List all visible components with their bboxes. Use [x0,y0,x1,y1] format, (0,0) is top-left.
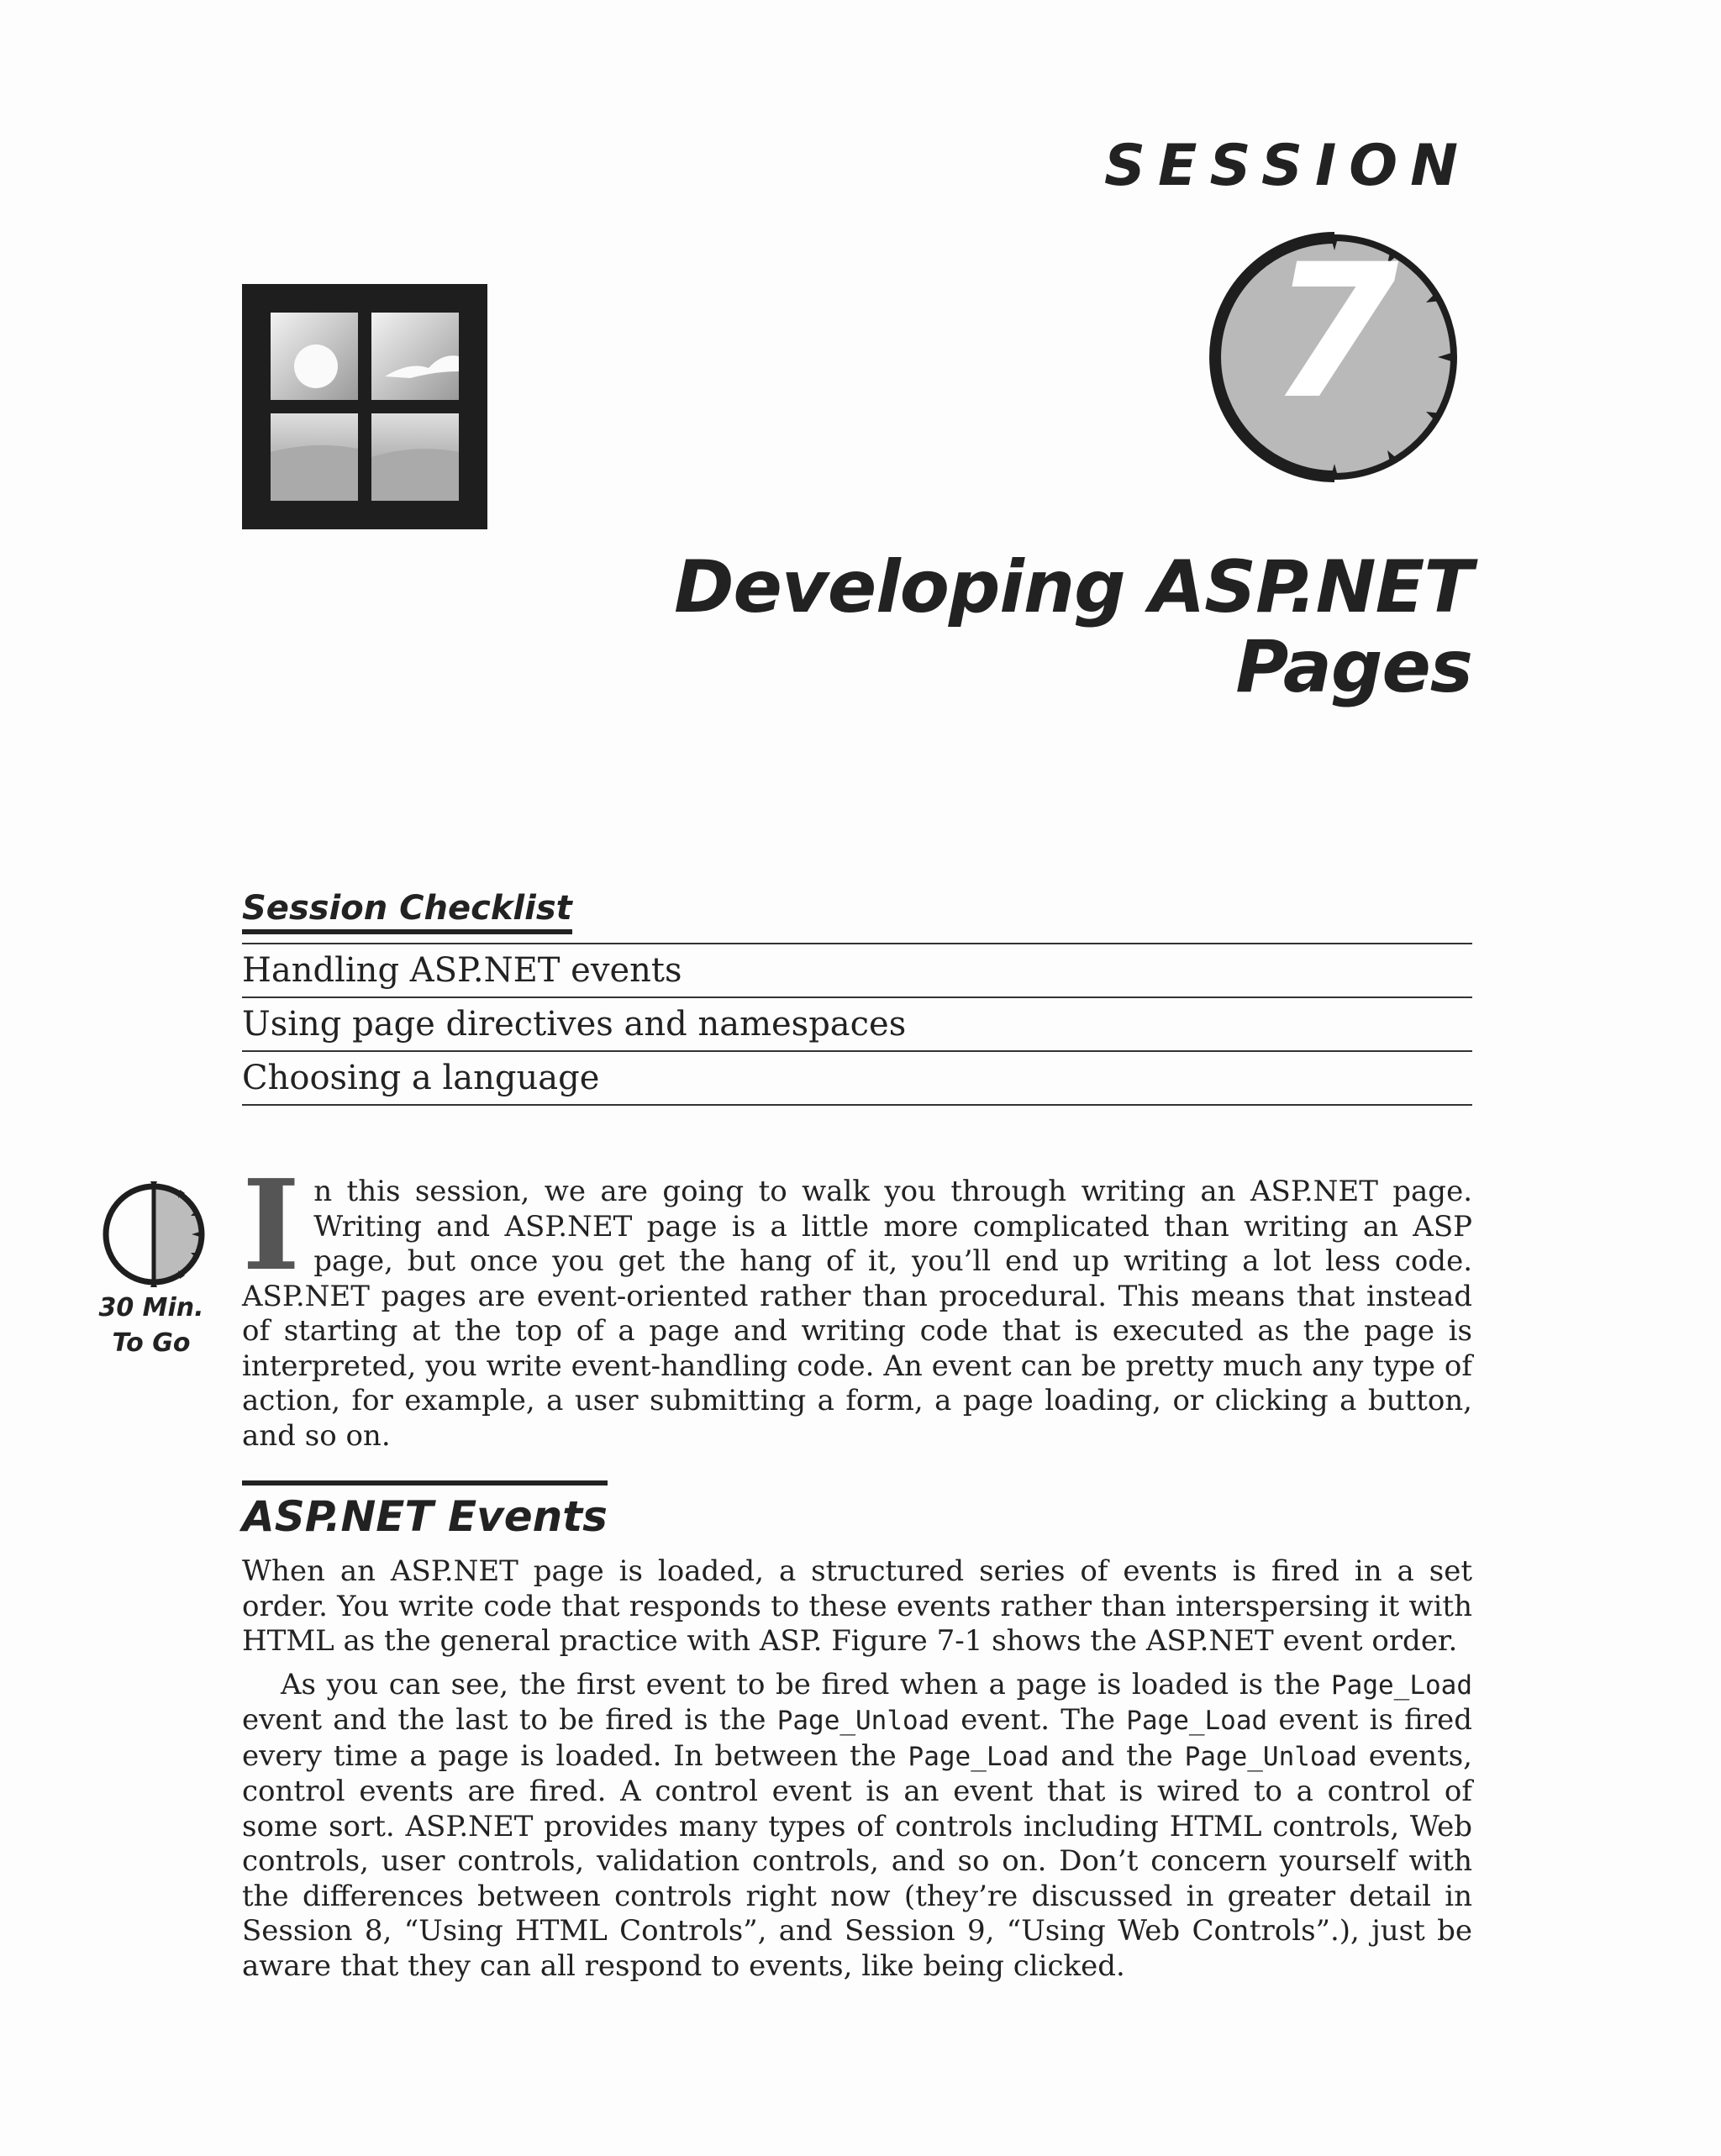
checklist-item: Choosing a language [242,1050,1472,1106]
time-remaining-label [84,1291,218,1361]
checklist-item: Using page directives and namespaces [242,996,1472,1050]
code-page-unload: Page_Unload [776,1706,950,1736]
session-number: 7 [1270,224,1399,439]
drop-cap: I [242,1152,301,1298]
code-page-load: Page_Load [1126,1706,1268,1736]
timer-to-go: To Go [112,1328,191,1358]
session-label: SESSION [1104,133,1471,199]
chapter-title: Developing ASP.NET Pages [674,545,1472,709]
checklist-item: Handling ASP.NET events [242,943,1472,996]
intro-text: n this session, we are going to walk you through writing an ASP.NET page. Writing and ASP.NET page is a little more complicated than writing an ASP page, but once you get the hang of it, you’ll end up writing a lot less code. ASP.NET pages are event-oriented rather than procedural. This means that instead of starting at the top of a page and writing code that is executed as the page is interpreted, you write event-handling code. An event can be pretty much any type of action, for example, a user submitting a form, a page loading, or clicking a button, and so on. [242,1175,1472,1453]
code-page-unload: Page_Unload [1184,1741,1357,1772]
timer-icon [99,1180,208,1289]
session-checklist [242,943,1472,1106]
checklist-heading: Session Checklist [242,889,572,934]
section-heading: ASP.NET Events [242,1480,608,1541]
paragraph: As you can see, the first event to be fired when a page is loaded is the Page_Load event and the last to be fired is the Page_Unload event. The Page_Load event is fired every time a page is loaded. In between the Page_Load and the Page_Unload events, control events are fired. A control event is an event that is wired to a control of some sort. ASP.NET provides many types of controls including HTML controls, Web controls, user controls, validation controls, and so on. Don’t concern yourself with the differences between controls right now (they’re discussed in greater detail in Session 8, “Using HTML Controls”, and Session 9, “Using Web Controls”.), just be aware that they can all respond to events, like being clicked. [242,1667,1472,1983]
code-page-load: Page_Load [1331,1670,1472,1701]
paragraph: When an ASP.NET page is loaded, a structured series of events is fired in a set order. You write code that responds to these events rather than interspersing it with HTML as the general practice with ASP. Figure 7-1 shows the ASP.NET event order. [242,1554,1472,1658]
window-icon [242,284,487,529]
section-body [242,1554,1472,1992]
timer-minutes: 30 Min. [98,1293,204,1323]
intro-paragraph [242,1152,1472,1454]
code-page-load: Page_Load [908,1741,1050,1772]
